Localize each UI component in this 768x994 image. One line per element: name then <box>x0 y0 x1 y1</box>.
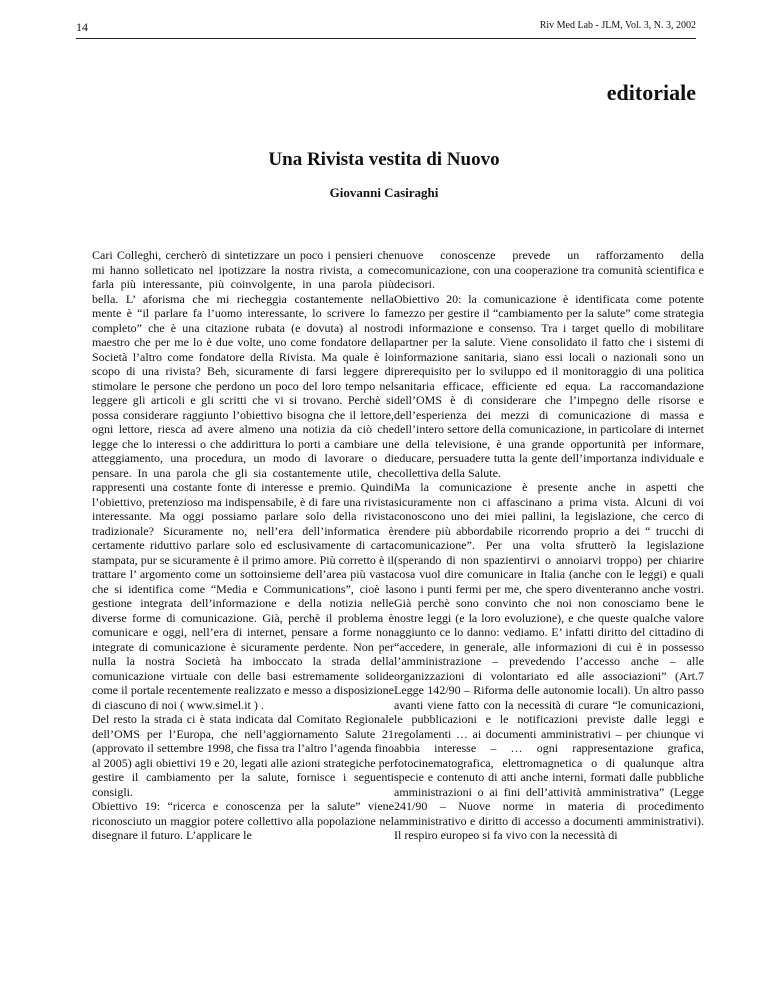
body-paragraph: Obiettivo 20: la comunicazione è identificata come potente mezzo per gestire il “cambiamento per la salute” come strategia di informazione e consenso. Tra i target quello di mobilitare partner per la salute. Viene consolidato il fatto che i sistemi di informazione sanitaria, siano essi locali o nazionali sono un prerequisito per lo sviluppo ed il monitoraggio di una politica sanitaria efficace, efficiente ed equa. La raccomandazione dell’OMS è di considerare che l’impegno delle risorse e dell’esperienza dei mezzi di comunicazione di massa e dell’intero settore della comunicazione, in particolare di internet e della televisione, è una grande opportunità per informare, educare, persuadere tutta la gente dell’importanza individuale e collettiva della Salute. <box>394 291 704 480</box>
body-paragraph: Obiettivo 19: “ricerca e conoscenza per la salute” viene riconosciuto un maggior potere collettivo alla popolazione nel disegnare il futuro. L’applicare le <box>92 799 394 842</box>
header-rule <box>76 38 696 39</box>
body-paragraph: Del resto la strada ci è stata indicata dal Comitato Regionale dell’OMS per l’Europa, che nell’aggiornamento Salute 21 (approvato il settembre 1998, che fissa tra l’altro l’agenda fino al 2005) agli obiettivi 19 e 20, legati alle azioni strategiche per gestire il cambiamento per la salute, fornisce i seguenti consigli. <box>92 712 394 799</box>
body-column-left <box>92 248 394 843</box>
body-column-right <box>394 248 704 843</box>
body-paragraph: Cari Colleghi, cercherò di sintetizzare un poco i pensieri che mi hanno solleticato nel ipotizzare la nostra rivista, a come farla più interessante, più coinvolgente, in una parola più bella. L’ aforisma che mi riecheggia costantemente nella mente è “il parlare fa l’uomo interessante, lo scrivere lo fa completo” che è una citazione rubata (e dovuta) al nostro maestro che per me lo è due volte, uno come fondatore della Società l’altro come fondatore della Rivista. Ma quale è lo scopo di una rivista? Beh, sicuramente di farsi leggere di stimolare le persone che perdono un poco del loro tempo nel leggere gli articoli e gli scritti che vi si trovano. Perchè si possa considerare raggiunto l’obiettivo bisogna che il lettore, ogni lettore, riesca ad avere almeno una notizia da ciò che legge che lo interessi o che addirittura lo porti a cambiare un atteggiamento, una procedura, un modo di lavorare o di pensare. In una parola che gli sia costantemente utile, che rappresenti una costante fonte di interesse e premio. Quindi l’obiettivo, pretenzioso ma indispensabile, è di fare una rivista interessante. Ma oggi possiamo parlare solo della rivista tradizionale? Sicuramente no, nell’era dell’informatica è certamente riduttivo parlare solo ed esclusivamente di carta stampata, pur se sicuramente è il primo amore. Più corretto è il trattare l’ argomento come un sottoinsieme dell’area più vasta che si identifica come “Media e Communications”, cioè la gestione integrata dell’informazione e della notizia nelle diverse forme di comunicazione. Già, perchè il problema è comunicare e oggi, nell’era di internet, pensare a forme non integrate di comunicazione è sicuramente perdente. Non per nulla la nostra Società ha imboccato la strada della comunicazione virtuale con delle basi estremamente solide come il portale recentemente realizzato e messo a disposizione di ciascuno di noi ( www.simel.it ) . <box>92 248 394 712</box>
article-title: Una Rivista vestita di Nuovo <box>268 149 500 170</box>
section-label: editoriale <box>606 80 696 105</box>
journal-reference: Riv Med Lab - JLM, Vol. 3, N. 3, 2002 <box>539 20 696 31</box>
article-author: Giovanni Casiraghi <box>329 185 439 200</box>
body-paragraph: Ma la comunicazione è presente anche in aspetti che sicuramente non ci affascinano a prima vista. Alcuni di voi conoscono uno dei miei pallini, la legislazione, che cerco di rendere più abbordabile ricorrendo proprio a dei “ trucchi di comunicazione”. Per una volta sfrutterò la legislazione (sperando di non spazientirvi o annoiarvi troppo) per chiarire cosa vuol dire comunicare in Italia (anche con le leggi) e quali sono i punti fermi per me, che spero diventeranno anche vostri. Già perchè sono convinto che noi non conosciamo bene le nostre leggi (e la loro evoluzione), e che queste qualche valore aggiunto ce lo danno: vediamo. E’ infatti diritto del cittadino di “accedere, in generale, alle informazioni di cui è in possesso l’amministrazione – prevedendo l’accesso anche – alle organizzazioni di volontariato ed alle associazioni” (Art.7 Legge 142/90 – Riforma delle autonomie locali). Un altro passo avanti viene fatto con la necessità di curare “le comunicazioni, le pubblicazioni e le notificazioni previste dalle leggi e regolamenti … ai documenti amministrativi – per chiunque vi abbia interesse – … ogni rappresentazione grafica, fotocinematografica, elettromagnetica o di qualunque altra specie e contenuto di atti anche interni, formati dalle pubbliche amministrazioni o ai fini dell’attività amministrativa” (Legge 241/90 – Nuove norme in materia di procedimento amministrativo e diritto di accesso a documenti amministrativi). Il respiro europeo si fa vivo con la necessità di <box>394 480 704 842</box>
page-number: 14 <box>76 20 88 34</box>
body-paragraph: nuove conoscenze prevede un rafforzamento della comunicazione, con una cooperazione tra comunità scientifica e decisori. <box>394 248 704 291</box>
